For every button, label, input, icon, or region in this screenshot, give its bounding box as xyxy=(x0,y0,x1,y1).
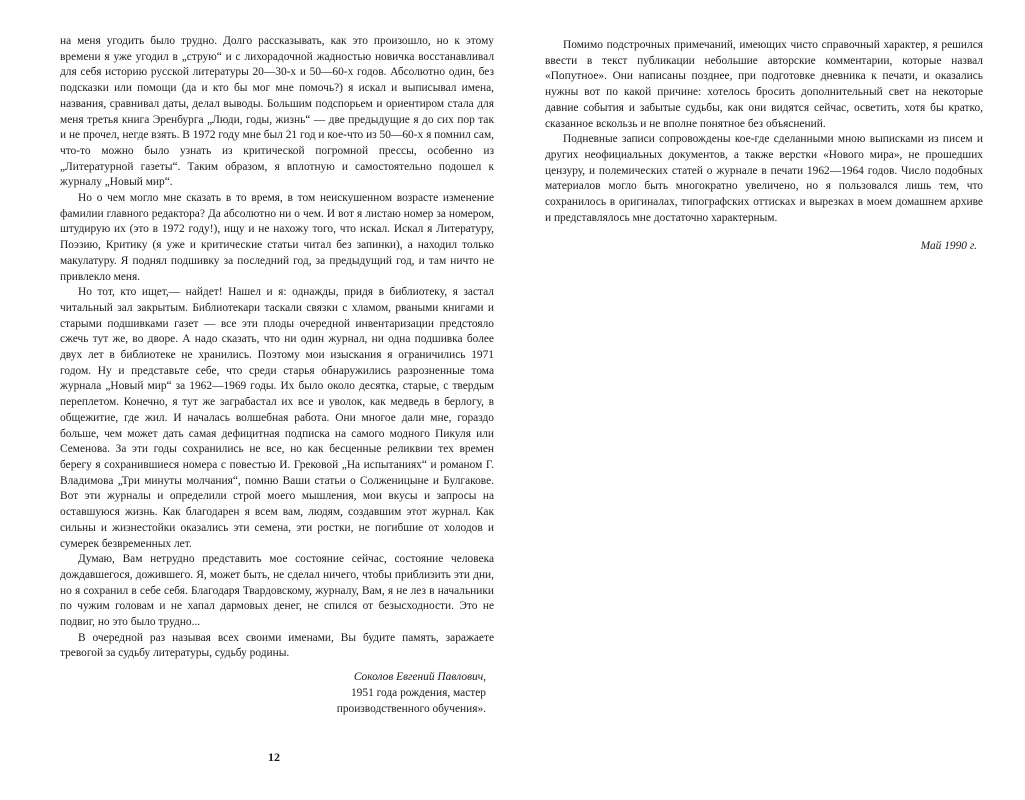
signature-line: производственного обучения». xyxy=(336,702,486,715)
paragraph: Но тот, кто ищет,— найдет! Нашел и я: однажды, придя в библиотеку, я застал читальный зал закрытым. Библиотекари таскали связки с хламом, рваными книгами и старыми подшивками газет — все эти плоды очередной инвентаризации предстояло сжечь тут же, во дворе. А надо сказать, что ни один журнал, ни одна подшивка более двух лет в библиотеке не хранились. Поэтому мои изыскания я ограничились 1971 годом. Ну и представьте себе, что среди старья обнаружились разрозненные тома журнала „Новый мир“ за 1962—1969 годы. Их было около десятка, старые, с твердым переплетом. Конечно, я тут же заграбастал их все и уволок, как медведь в берлогу, в общежитие, где жил. И началась волшебная работа. Они многое дали мне, гораздо больше, чем может дать самая дефицитная подписка на самого модного Пикуля или Семенова. За эти годы сохранились не все, но как бесценные реликвии тех времен берегу я сохранившиеся номера с повестью И. Грековой „На испытаниях“ и романом Г. Владимова „Три минуты молчания“, помню Ваши статьи о Солженицыне и Булгакове. Вот эти журналы и определили строй моего мышления, мои вкусы и запросы на оставшуюся жизнь. Как благодарен я всем вам, людям, создавшим этот журнал. Как сильны и жизнестойки оказались эти семена, эти ростки, не погибшие от холодов и сумерек безвременных лет. xyxy=(60,286,494,550)
page-number: 12 xyxy=(268,750,280,764)
paragraph: Подневные записи сопровождены кое-где сделанными мною выписками из писем и других неофициальных документов, а также верстки «Нового мира», не прошедших цензуру, и полемических статей о журнале в печати 1962—1964 годов. Число подобных материалов могло быть многократно увеличено, но я пользовался лишь тем, что сохранилось в оригиналах, типографских оттисках и вырезках в моем домашнем архиве и представлялось мне достаточно характерным. xyxy=(545,133,983,224)
letter-signature xyxy=(60,670,486,717)
paragraph: Помимо подстрочных примечаний, имеющих чисто справочный характер, я решился ввести в текст публикации небольшие авторские комментарии, которые назвал «Попутное». Они написаны позднее, при подготовке дневника к печати, и оказались нужны вот по какой причине: хотелось бросить дополнительный свет на некоторые давние события и забытые судьбы, как они видятся сейчас, осветить, хотя бы кратко, сказанное вскользь и не вполне понятное без объяснений. xyxy=(545,39,983,130)
signature-line: 1951 года рождения, мастер xyxy=(350,686,486,699)
paragraph: Но о чем могло мне сказать в то время, в том неискушенном возрасте изменение фамилии главного редактора? Да абсолютно ни о чем. И вот я листаю номер за номером, штудирую их (это в 1972 году!), ищу и не нахожу того, что искал. Искал я Литературу, Поэзию, Критику (я уже и критические статьи читал без запинки), а находил только макулатуру. Я поднял подшивку за последний год, за предыдущий год, и там ничто не привлекло меня. xyxy=(60,192,494,283)
paragraph: Думаю, Вам нетрудно представить мое состояние сейчас, состояние человека дождавшегося, дожившего. Я, может быть, не сделал ничего, чтобы приблизить эти дни, но я сохранил в себе себя. Благодаря Твардовскому, журналу, Вам, я не лез в начальники по чужим головам и не хапал дармовых денег, не спился от безысходности. Это не подвиг, но это было трудно... xyxy=(60,553,494,629)
paragraph: на меня угодить было трудно. Долго рассказывать, как это произошло, но к этому времени я уже угодил в „струю“ и с лихорадочной жадностью новичка восстанавливал для себя историю русской литературы 20—30-х и 50—60-х годов. Абсолютно один, без подсказки или помощи (да и кто бы мог мне помочь?) я искал и выписывал имена, названия, сравнивал даты, делал выводы. Большим подспорьем и ориентиром стала для меня третья книга Эренбурга „Люди, годы, жизнь“ — две предыдущие я до сих пор так и не прочел, негде взять. В 1972 году мне был 21 год и кое-что из 50—60-х я помнил сам, что-то можно было узнать из критической погромной прессы, особенно из „Литературной газеты“. Таким образом, я вплотную и самостоятельно подошел к журналу „Новый мир“. xyxy=(60,35,494,189)
left-page xyxy=(60,34,494,717)
right-page xyxy=(545,38,983,252)
paragraph: В очередной раз называя всех своими именами, Вы будите память, заражаете тревогой за судьбу литературы, судьбу родины. xyxy=(60,631,494,660)
date-line: Май 1990 г. xyxy=(920,240,977,253)
signature-name: Соколов Евгений Павлович, xyxy=(353,671,486,684)
